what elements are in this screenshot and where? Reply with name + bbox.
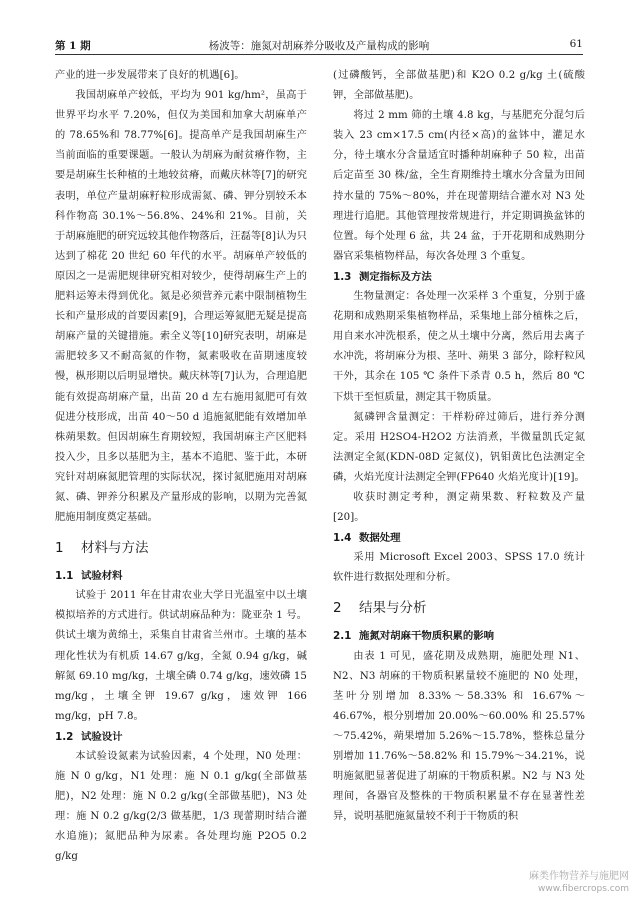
subsection-number: 1.4 <box>333 532 352 545</box>
subsection-1-4-heading <box>333 528 585 548</box>
subsection-title: 试验设计 <box>81 730 123 743</box>
subsection-1-3-heading <box>333 267 585 287</box>
subsection-title: 测定指标及方法 <box>359 270 432 283</box>
right-column <box>333 66 585 827</box>
design-paragraph-continued: (过磷酸钙，全部做基肥)和 K2O 0.2 g/kg 土(硫酸钾，全部做基肥)。 <box>333 70 585 102</box>
section-number: 1 <box>55 540 64 557</box>
harvest-paragraph: 收获时测定考种，测定蒴果数、籽粒数及产量[20]。 <box>333 491 585 524</box>
materials-paragraph: 试验于 2011 年在甘肃农业大学日光温室中以土壤模拟培养的方式进行。供试胡麻品种为：陇亚杂 1 号。供试土壤为黄绵土，采集自甘肃省兰州市。土壤的基本理化性状为有机质 14.67 g/kg，全氮 0.94 g/kg，碱解氮 69.10 mg/kg，土壤全磷 0.74 g/kg，速效磷 15 mg/kg，土壤全钾 19.67 g/kg，速效钾 166 mg/kg，pH 7.8。 <box>55 590 307 722</box>
subsection-title: 试验材料 <box>81 570 123 583</box>
biomass-paragraph: 生物量测定：各处理一次采样 3 个重复，分别于盛花期和成熟期采集植物样品，采集地上部分植株之后，用自来水冲洗根系，使之从土壤中分离，然后用去离子水冲洗，将胡麻分为根、茎叶、蒴果 3 部分，除籽粒风干外，其余在 105 ℃ 条件下杀青 0.5 h，然后 80 ℃ 下烘干至恒质量，测定其干物质量。 <box>333 291 585 403</box>
pot-experiment-paragraph: 将过 2 mm 筛的土壤 4.8 kg，与基肥充分混匀后装入 23 cm×17.5 cm(内径×高)的盆钵中，灌足水分，待土壤水分含量适宜时播种胡麻种子 50 粒，出苗后定苗至 30 株/盆，全生育期维持土壤水分含量为田间持水量的 75%～80%，并在现蕾期结合灌水对 N3 处理进行追肥。其他管理按常规进行，并定期调换盆钵的位置。每个处理 6 盆，共 24 盆，于开花期和成熟期分器官采集植物样品，每次各处理 3 个重复。 <box>333 110 585 262</box>
section-title: 结果与分析 <box>359 600 427 617</box>
yield-paragraph: 我国胡麻单产较低，平均为 901 kg/hm²，虽高于世界平均水平 7.20%，但仅为美国和加拿大胡麻单产的 78.65%和 78.77%[6]。提高单产是我国胡麻生产当前面临的重要课题。一般认为胡麻为耐贫瘠作物，主要是胡麻生长种植的土地较贫瘠，而戴庆林等[7]的研究表明，单位产量胡麻籽粒形成需氮、磷、钾分别较禾本科作物高 30.1%～56.8%、24%和 21%。目前，关于胡麻施肥的研究远较其他作物落后，汪磊等[8]认为只达到了棉花 20 世纪 60 年代的水平。胡麻单产较低的原因之一是需肥规律研究相对较少，使得胡麻生产上的肥料运筹未得到优化。氮是必须营养元素中限制植物生长和产量形成的首要因素[9]，合理运筹氮肥无疑是提高胡麻产量的关键措施。索全义等[10]研究表明，胡麻是需肥较多又不耐高氮的作物，氮素吸收在苗期速度较慢，枞形期以后明显增快。戴庆林等[7]认为，合理追肥能有效提高胡麻产量，出苗 20 d 左右施用氮肥可有效促进分枝形成，出苗 40～50 d 追施氮肥能有效增加单株蒴果数。但因胡麻生育期较短，我国胡麻主产区肥料投入少，且多以基肥为主，基本不追肥、鉴于此，本研究针对胡麻氮肥管理的实际状况，探讨氮肥施用对胡麻氮、磷、钾养分积累及产量形成的影响，以期为完善氮肥施用制度奠定基础。 <box>55 90 307 524</box>
subsection-1-2-heading <box>55 727 307 747</box>
page-header <box>55 36 583 55</box>
watermark-url: www.fibercrops.com <box>538 884 629 894</box>
npk-paragraph: 氮磷钾含量测定：干样粉碎过筛后，进行养分测定。采用 H2SO4-H2O2 方法消煮，半微量凯氏定氮法测定全氮(KDN-08D 定氮仪)，钒钼黄比色法测定全磷，火焰光度计法测定全钾(FP640 火焰光度计)[19]。 <box>333 411 585 483</box>
subsection-title: 施氮对胡麻干物质积累的影响 <box>359 630 495 643</box>
subsection-number: 2.1 <box>333 630 352 643</box>
subsection-number: 1.1 <box>55 570 74 583</box>
watermark-site-name: 麻类作物营养与施肥网 <box>529 871 629 882</box>
subsection-number: 1.2 <box>55 730 74 743</box>
intro-paragraph-end: 产业的进一步发展带来了良好的机遇[6]。 <box>55 70 245 81</box>
results-paragraph: 由表 1 可见，盛花期及成熟期，施肥处理 N1、N2、N3 胡麻的干物质积累量较不施肥的 N0 处理，茎叶分别增加 8.33%～58.33% 和 16.67%～46.67%，根分别增加 20.00%～60.00% 和 25.57%～75.42%，蒴果增加 5.26%～15.78%，整株总量分别增加 11.76%～58.82% 和 15.79%～34.21%，说明施氮肥显著促进了胡麻的干物质积累。N2 与 N3 处理间，各器官及整株的干物质积累量不存在显著性差异，说明基肥施氮量较不利于干物质的积 <box>333 650 585 823</box>
running-title: 杨波等：施氮对胡麻养分吸收及产量构成的影响 <box>208 40 430 52</box>
issue-number: 第 1 期 <box>55 40 91 52</box>
subsection-2-1-heading <box>333 626 585 646</box>
data-processing-paragraph: 采用 Microsoft Excel 2003、SPSS 17.0 统计软件进行数据处理和分析。 <box>333 552 585 584</box>
subsection-number: 1.3 <box>333 270 352 283</box>
subsection-1-1-heading <box>55 566 307 586</box>
section-2-heading <box>333 598 585 618</box>
site-watermark <box>529 871 629 895</box>
section-1-heading <box>55 538 307 558</box>
section-number: 2 <box>333 600 342 617</box>
page-number: 61 <box>569 38 583 50</box>
design-paragraph: 本试验设氮素为试验因素，4 个处理，N0 处理：施 N 0 g/kg，N1 处理：施 N 0.1 g/kg(全部做基肥)，N2 处理：施 N 0.2 g/kg(全部做基肥)，N3 处理：施 N 0.2 g/kg(2/3 做基肥，1/3 现蕾期时结合灌水追施)；氮肥品种为尿素。各处理均施 P2O5 0.2 g/kg <box>55 751 307 863</box>
section-title: 材料与方法 <box>81 540 149 557</box>
subsection-title: 数据处理 <box>359 532 401 545</box>
left-column <box>55 66 307 868</box>
